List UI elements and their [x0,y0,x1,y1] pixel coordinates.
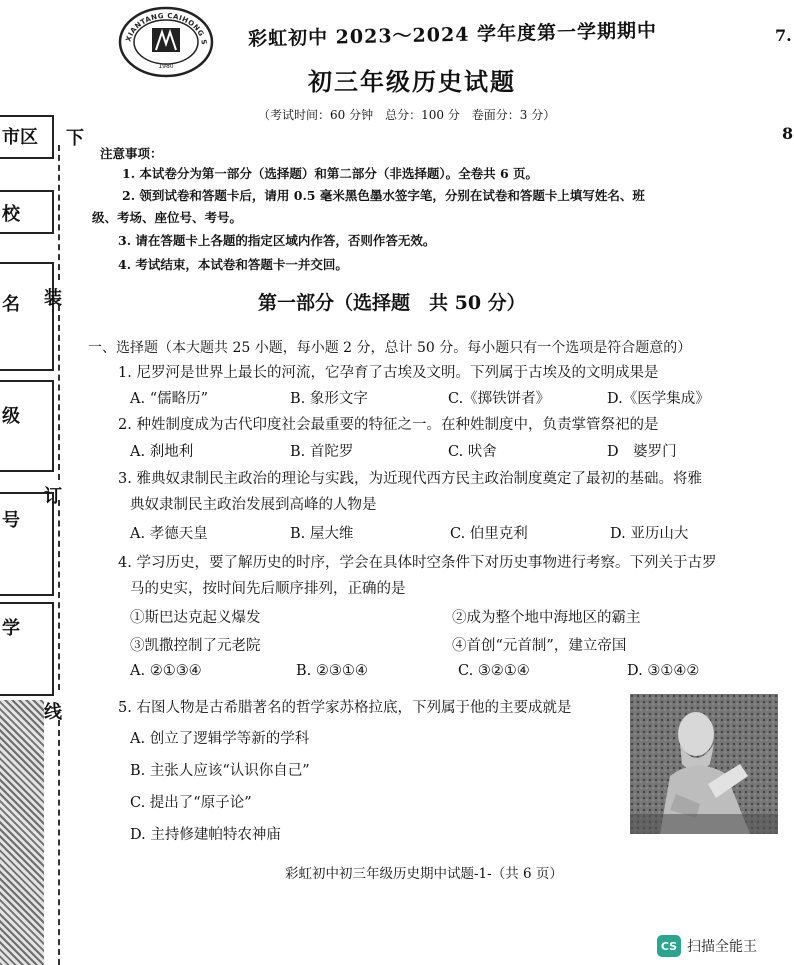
cs-logo-icon: CS [657,935,681,957]
question-4-option-b: B. ②③①④ [296,663,368,679]
dashed-cut-line [58,720,60,965]
question-5-option-c: C. 提出了“原子论” [130,795,252,811]
question-3-option-b: B. 屋大维 [290,526,354,542]
question-2-option-a: A. 刹地利 [130,444,194,460]
question-2-stem: 2. 种姓制度成为古代印度社会最重要的特征之一。在种姓制度中，负责掌管祭祀的是 [118,417,659,433]
scanner-label: 扫描全能王 [687,939,757,955]
question-5-option-b: B. 主张人应该“认识你自己” [130,763,310,779]
binding-box-class [0,380,54,472]
binding-box-label: 校 [2,204,20,225]
section-instruction: 一、选择题（本大题共 25 小题，每小题 2 分，总计 50 分。每小题只有一个选项是符合题意的） [88,340,692,356]
question-2-option-b: B. 首陀罗 [290,444,354,460]
question-4-option-a: A. ②①③④ [130,663,202,679]
binding-strip [0,0,84,965]
binding-label-xian: 线 [44,702,62,723]
question-2-option-c: C. 吠舍 [448,444,497,460]
page-footer: 彩虹初中初三年级历史期中试题-1-（共 6 页） [285,866,563,882]
question-4-event-2: ②成为整个地中海地区的霸主 [452,610,641,626]
question-3-option-c: C. 伯里克利 [450,526,528,542]
note-item: 1. 本试卷分为第一部分（选择题）和第二部分（非选择题）。全卷共 6 页。 [122,166,539,181]
notes-heading: 注意事项： [100,146,163,161]
school-exam-title: 彩虹初中 2023～2024 学年度第一学期期中 [247,19,658,51]
question-5-option-a: A. 创立了逻辑学等新的学科 [130,731,310,747]
binding-box-label: 学 [2,618,20,639]
question-4-stem: 4. 学习历史，要了解历史的时序，学会在具体时空条件下对历史事物进行考察。下列关于古罗 [118,555,717,571]
section-title: 第一部分（选择题 共 50 分） [258,292,526,314]
edge-number-top: 7. [775,26,792,45]
question-1-option-d: D.《医学集成》 [607,391,710,407]
dashed-cut-line [58,145,60,280]
socrates-statue-image [630,694,778,834]
binding-box-school [0,190,54,234]
question-3-stem-cont: 典奴隶制民主政治发展到高峰的人物是 [130,497,377,513]
scanner-watermark [657,933,757,959]
binding-box-city [0,115,54,159]
question-5-stem: 5. 右图人物是古希腊著名的哲学家苏格拉底，下列属于他的主要成就是 [118,700,572,716]
question-3-option-a: A. 孝德天皇 [130,526,208,542]
question-4-event-1: ①斯巴达克起义爆发 [130,610,261,626]
question-1-option-b: B. 象形文字 [290,391,368,407]
school-seal-logo [118,6,214,78]
question-1-option-a: A. “儒略历” [130,391,209,407]
binding-box-label: 市区 [2,127,38,148]
binding-box-label: 名 [2,294,20,315]
binding-label-ding: 订 [44,486,62,507]
dashed-cut-line [58,500,60,690]
question-2-option-d: D 婆罗门 [607,444,677,460]
note-item: 3. 请在答题卡上各题的指定区域内作答，否则作答无效。 [118,233,436,248]
note-item: 4. 考试结束，本试卷和答题卡一并交回。 [118,257,348,272]
question-4-event-3: ③凯撒控制了元老院 [130,638,261,654]
page-title: 初三年级历史试题 [308,67,516,96]
exam-info: （考试时间：60 分钟 总分：100 分 卷面分：3 分） [258,108,556,122]
question-5-option-d: D. 主持修建帕特农神庙 [130,827,281,843]
question-4-event-4: ④首创“元首制”，建立帝国 [452,638,627,654]
seal-year: 1980 [158,63,174,70]
binding-box-student [0,602,54,696]
binding-label-zhuang: 装 [44,288,62,309]
binding-box-label: 号 [2,510,20,531]
question-3-option-d: D. 亚历山大 [610,526,689,542]
question-4-option-c: C. ③②①④ [458,663,530,679]
edge-number-mid: 8 [782,124,794,143]
binding-box-name [0,262,54,371]
question-4-stem-cont: 马的史实，按时间先后顺序排列，正确的是 [130,581,406,597]
note-item: 级、考场、座位号、考号。 [92,210,243,225]
question-1-option-c: C.《掷铁饼者》 [448,391,551,407]
note-item: 2. 领到试卷和答题卡后，请用 0.5 毫米黑色墨水签字笔，分别在试卷和答题卡上填写姓名、班 [122,188,645,203]
binding-pattern [0,700,44,965]
question-3-stem: 3. 雅典奴隶制民主政治的理论与实践，为近现代西方民主政治制度奠定了最初的基础。将雅 [118,471,702,487]
dashed-cut-line [58,305,60,480]
binding-label-xia: 下 [66,128,84,149]
binding-box-label: 级 [2,406,20,427]
question-4-option-d: D. ③①④② [627,663,700,679]
question-1-stem: 1. 尼罗河是世界上最长的河流，它孕育了古埃及文明。下列属于古埃及的文明成果是 [118,365,659,381]
seal-text: XIANTANG CAIHONG S [124,11,209,46]
